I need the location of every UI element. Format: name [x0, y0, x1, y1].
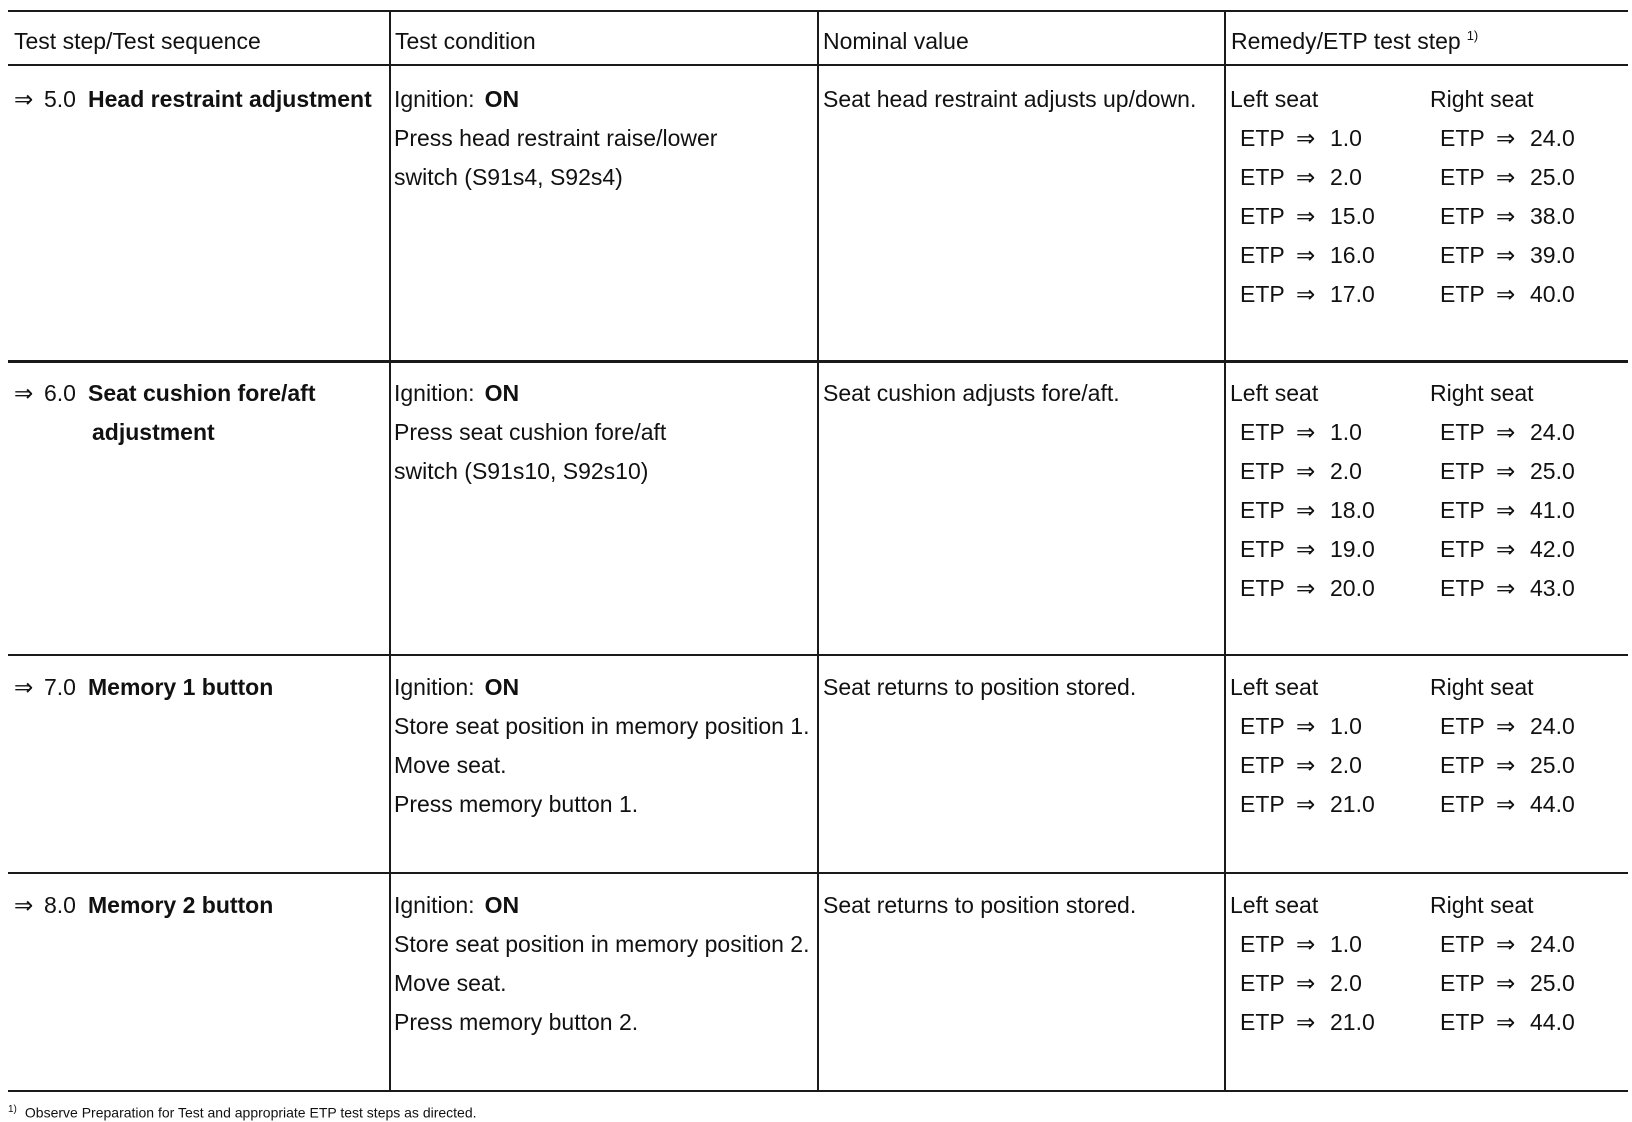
- arrow-icon: ⇒: [14, 86, 34, 112]
- arrow-icon: ⇒: [1296, 203, 1316, 229]
- etp-step: [1230, 1003, 1375, 1042]
- nominal-value: Seat head restraint adjusts up/down.: [823, 86, 1197, 112]
- etp-label: ETP: [1240, 203, 1285, 229]
- etp-step-number: 21.0: [1330, 1009, 1375, 1035]
- etp-step: [1430, 413, 1575, 452]
- left-seat-label: Left seat: [1230, 892, 1319, 918]
- etp-label: ETP: [1440, 791, 1485, 817]
- etp-step-number: 25.0: [1530, 458, 1575, 484]
- etp-step-number: 2.0: [1330, 970, 1362, 996]
- etp-step: [1430, 707, 1575, 746]
- etp-label: ETP: [1440, 1009, 1485, 1035]
- etp-label: ETP: [1240, 575, 1285, 601]
- ignition-line: [394, 668, 809, 707]
- etp-step-number: 1.0: [1330, 419, 1362, 445]
- etp-label: ETP: [1440, 497, 1485, 523]
- arrow-icon: ⇒: [14, 892, 34, 918]
- etp-step: [1230, 569, 1375, 608]
- etp-step-number: 19.0: [1330, 536, 1375, 562]
- etp-step: [1230, 236, 1375, 275]
- column-divider: [1224, 10, 1226, 1090]
- right-seat-label: Right seat: [1430, 380, 1534, 406]
- etp-label: ETP: [1240, 497, 1285, 523]
- step-title: Seat cushion fore/aft: [88, 380, 316, 406]
- etp-label: ETP: [1240, 419, 1285, 445]
- ignition-label: Ignition:: [394, 674, 475, 700]
- footnote: [8, 1104, 477, 1121]
- step-number: 5.0: [44, 86, 76, 112]
- arrow-icon: ⇒: [1496, 281, 1516, 307]
- arrow-icon: ⇒: [1496, 203, 1516, 229]
- ignition-line: [394, 886, 809, 925]
- condition-line: Store seat position in memory position 1.: [394, 713, 810, 739]
- ignition-label: Ignition:: [394, 892, 475, 918]
- etp-label: ETP: [1440, 419, 1485, 445]
- arrow-icon: ⇒: [1496, 1009, 1516, 1035]
- arrow-icon: ⇒: [1496, 791, 1516, 817]
- etp-step-number: 1.0: [1330, 931, 1362, 957]
- condition-line: Move seat.: [394, 970, 507, 996]
- nominal-value: Seat returns to position stored.: [823, 674, 1137, 700]
- etp-step: [1430, 569, 1575, 608]
- left-seat-remedy: [1230, 374, 1375, 608]
- etp-label: ETP: [1440, 713, 1485, 739]
- etp-step: [1430, 452, 1575, 491]
- etp-step: [1230, 785, 1375, 824]
- left-seat-remedy: [1230, 886, 1375, 1042]
- arrow-icon: ⇒: [1496, 242, 1516, 268]
- etp-step-number: 41.0: [1530, 497, 1575, 523]
- step-number: 6.0: [44, 380, 76, 406]
- etp-step-number: 44.0: [1530, 1009, 1575, 1035]
- arrow-icon: ⇒: [1296, 164, 1316, 190]
- arrow-icon: ⇒: [1496, 970, 1516, 996]
- right-seat-label: Right seat: [1430, 86, 1534, 112]
- etp-label: ETP: [1440, 931, 1485, 957]
- test-step-line: [14, 668, 273, 707]
- step-title: Memory 2 button: [88, 892, 274, 918]
- etp-step-number: 18.0: [1330, 497, 1375, 523]
- right-seat-remedy: [1430, 668, 1575, 824]
- arrow-icon: ⇒: [1296, 752, 1316, 778]
- etp-step: [1430, 491, 1575, 530]
- etp-step-number: 2.0: [1330, 752, 1362, 778]
- etp-step: [1430, 746, 1575, 785]
- etp-step: [1230, 530, 1375, 569]
- arrow-icon: ⇒: [1296, 281, 1316, 307]
- etp-label: ETP: [1240, 752, 1285, 778]
- right-seat-label: Right seat: [1430, 674, 1534, 700]
- etp-step-number: 24.0: [1530, 931, 1575, 957]
- condition-line: Press seat cushion fore/aft: [394, 419, 667, 445]
- etp-step-number: 25.0: [1530, 970, 1575, 996]
- etp-step: [1430, 530, 1575, 569]
- etp-label: ETP: [1440, 125, 1485, 151]
- arrow-icon: ⇒: [1496, 931, 1516, 957]
- test-condition: [394, 886, 809, 1042]
- header-test-condition: Test condition: [395, 28, 536, 54]
- header-remedy-label: Remedy/ETP test step: [1231, 28, 1461, 54]
- etp-step: [1430, 197, 1575, 236]
- etp-label: ETP: [1240, 281, 1285, 307]
- etp-label: ETP: [1240, 970, 1285, 996]
- etp-label: ETP: [1440, 164, 1485, 190]
- etp-label: ETP: [1240, 931, 1285, 957]
- etp-label: ETP: [1240, 242, 1285, 268]
- etp-step: [1230, 491, 1375, 530]
- table-bottom-border: [8, 1090, 1628, 1092]
- condition-line: Move seat.: [394, 752, 507, 778]
- etp-step-number: 25.0: [1530, 164, 1575, 190]
- etp-label: ETP: [1240, 1009, 1285, 1035]
- etp-step-number: 2.0: [1330, 458, 1362, 484]
- etp-step: [1230, 119, 1375, 158]
- arrow-icon: ⇒: [1296, 458, 1316, 484]
- etp-step-number: 2.0: [1330, 164, 1362, 190]
- ignition-value: ON: [484, 380, 520, 406]
- condition-line: Press memory button 2.: [394, 1009, 639, 1035]
- etp-label: ETP: [1240, 536, 1285, 562]
- etp-step-number: 42.0: [1530, 536, 1575, 562]
- condition-line: Store seat position in memory position 2.: [394, 931, 810, 957]
- etp-label: ETP: [1240, 125, 1285, 151]
- arrow-icon: ⇒: [1496, 125, 1516, 151]
- condition-line: Press memory button 1.: [394, 791, 639, 817]
- etp-step: [1430, 275, 1575, 314]
- etp-label: ETP: [1440, 281, 1485, 307]
- footnote-mark: 1): [8, 1104, 17, 1115]
- test-step-line: adjustment: [92, 419, 215, 445]
- test-step: [14, 374, 315, 452]
- etp-step: [1230, 746, 1375, 785]
- etp-step-number: 43.0: [1530, 575, 1575, 601]
- etp-step: [1230, 413, 1375, 452]
- arrow-icon: ⇒: [1296, 931, 1316, 957]
- etp-step-number: 24.0: [1530, 419, 1575, 445]
- step-number: 8.0: [44, 892, 76, 918]
- step-number: 7.0: [44, 674, 76, 700]
- etp-step-number: 1.0: [1330, 125, 1362, 151]
- arrow-icon: ⇒: [1296, 575, 1316, 601]
- etp-label: ETP: [1440, 752, 1485, 778]
- etp-step: [1230, 452, 1375, 491]
- test-step-line: [14, 886, 273, 925]
- nominal-value: Seat cushion adjusts fore/aft.: [823, 380, 1120, 406]
- etp-label: ETP: [1440, 536, 1485, 562]
- etp-step: [1430, 1003, 1575, 1042]
- footnote-reference: 1): [1466, 28, 1479, 44]
- etp-step-number: 16.0: [1330, 242, 1375, 268]
- left-seat-label: Left seat: [1230, 86, 1319, 112]
- etp-step: [1230, 707, 1375, 746]
- left-seat-label: Left seat: [1230, 674, 1319, 700]
- etp-label: ETP: [1440, 970, 1485, 996]
- etp-label: ETP: [1440, 458, 1485, 484]
- arrow-icon: ⇒: [1496, 164, 1516, 190]
- test-step-line: [14, 374, 315, 413]
- arrow-icon: ⇒: [1496, 497, 1516, 523]
- etp-step: [1230, 925, 1375, 964]
- step-title: Memory 1 button: [88, 674, 274, 700]
- etp-label: ETP: [1240, 458, 1285, 484]
- etp-step-number: 1.0: [1330, 713, 1362, 739]
- header-test-step: Test step/Test sequence: [14, 28, 261, 54]
- arrow-icon: ⇒: [1496, 575, 1516, 601]
- etp-step: [1430, 158, 1575, 197]
- etp-step: [1430, 119, 1575, 158]
- arrow-icon: ⇒: [1296, 970, 1316, 996]
- ignition-line: [394, 80, 717, 119]
- test-step: [14, 668, 273, 707]
- etp-step: [1230, 197, 1375, 236]
- test-condition: [394, 80, 717, 197]
- test-condition: [394, 374, 666, 491]
- ignition-value: ON: [484, 86, 520, 112]
- arrow-icon: ⇒: [14, 380, 34, 406]
- step-title: Head restraint adjustment: [88, 86, 372, 112]
- etp-step-number: 38.0: [1530, 203, 1575, 229]
- ignition-value: ON: [484, 892, 520, 918]
- etp-step: [1430, 925, 1575, 964]
- arrow-icon: ⇒: [1496, 536, 1516, 562]
- condition-line: switch (S91s10, S92s10): [394, 458, 649, 484]
- test-step: [14, 886, 273, 925]
- arrow-icon: ⇒: [1496, 713, 1516, 739]
- left-seat-remedy: [1230, 668, 1375, 824]
- arrow-icon: ⇒: [1496, 752, 1516, 778]
- arrow-icon: ⇒: [1296, 1009, 1316, 1035]
- etp-step: [1430, 964, 1575, 1003]
- footnote-text: Observe Preparation for Test and appropriate ETP test steps as directed.: [24, 1104, 477, 1121]
- ignition-label: Ignition:: [394, 86, 475, 112]
- right-seat-label: Right seat: [1430, 892, 1534, 918]
- etp-label: ETP: [1440, 203, 1485, 229]
- right-seat-remedy: [1430, 886, 1575, 1042]
- condition-line: Press head restraint raise/lower: [394, 125, 718, 151]
- etp-step-number: 25.0: [1530, 752, 1575, 778]
- ignition-value: ON: [484, 674, 520, 700]
- etp-step: [1230, 158, 1375, 197]
- etp-step: [1430, 785, 1575, 824]
- arrow-icon: ⇒: [1496, 458, 1516, 484]
- test-condition: [394, 668, 809, 824]
- arrow-icon: ⇒: [1296, 713, 1316, 739]
- test-step-line: [14, 80, 372, 119]
- etp-step-number: 17.0: [1330, 281, 1375, 307]
- etp-step-number: 24.0: [1530, 713, 1575, 739]
- arrow-icon: ⇒: [1296, 125, 1316, 151]
- arrow-icon: ⇒: [1296, 497, 1316, 523]
- etp-step: [1430, 236, 1575, 275]
- arrow-icon: ⇒: [1296, 536, 1316, 562]
- arrow-icon: ⇒: [1296, 419, 1316, 445]
- arrow-icon: ⇒: [1496, 419, 1516, 445]
- right-seat-remedy: [1430, 374, 1575, 608]
- etp-step-number: 20.0: [1330, 575, 1375, 601]
- column-divider: [817, 10, 819, 1090]
- etp-step: [1230, 964, 1375, 1003]
- etp-label: ETP: [1240, 164, 1285, 190]
- test-step: [14, 80, 372, 119]
- nominal-value: Seat returns to position stored.: [823, 892, 1137, 918]
- header-remedy: [1231, 28, 1478, 55]
- header-nominal-value: Nominal value: [823, 28, 969, 54]
- etp-step-number: 21.0: [1330, 791, 1375, 817]
- etp-label: ETP: [1240, 713, 1285, 739]
- etp-label: ETP: [1240, 791, 1285, 817]
- etp-step-number: 40.0: [1530, 281, 1575, 307]
- arrow-icon: ⇒: [1296, 791, 1316, 817]
- ignition-label: Ignition:: [394, 380, 475, 406]
- etp-label: ETP: [1440, 575, 1485, 601]
- arrow-icon: ⇒: [14, 674, 34, 700]
- arrow-icon: ⇒: [1296, 242, 1316, 268]
- left-seat-label: Left seat: [1230, 380, 1319, 406]
- etp-step-number: 44.0: [1530, 791, 1575, 817]
- right-seat-remedy: [1430, 80, 1575, 314]
- etp-step-number: 15.0: [1330, 203, 1375, 229]
- etp-step-number: 39.0: [1530, 242, 1575, 268]
- etp-step: [1230, 275, 1375, 314]
- left-seat-remedy: [1230, 80, 1375, 314]
- column-divider: [389, 10, 391, 1090]
- etp-label: ETP: [1440, 242, 1485, 268]
- etp-step-number: 24.0: [1530, 125, 1575, 151]
- condition-line: switch (S91s4, S92s4): [394, 164, 623, 190]
- ignition-line: [394, 374, 666, 413]
